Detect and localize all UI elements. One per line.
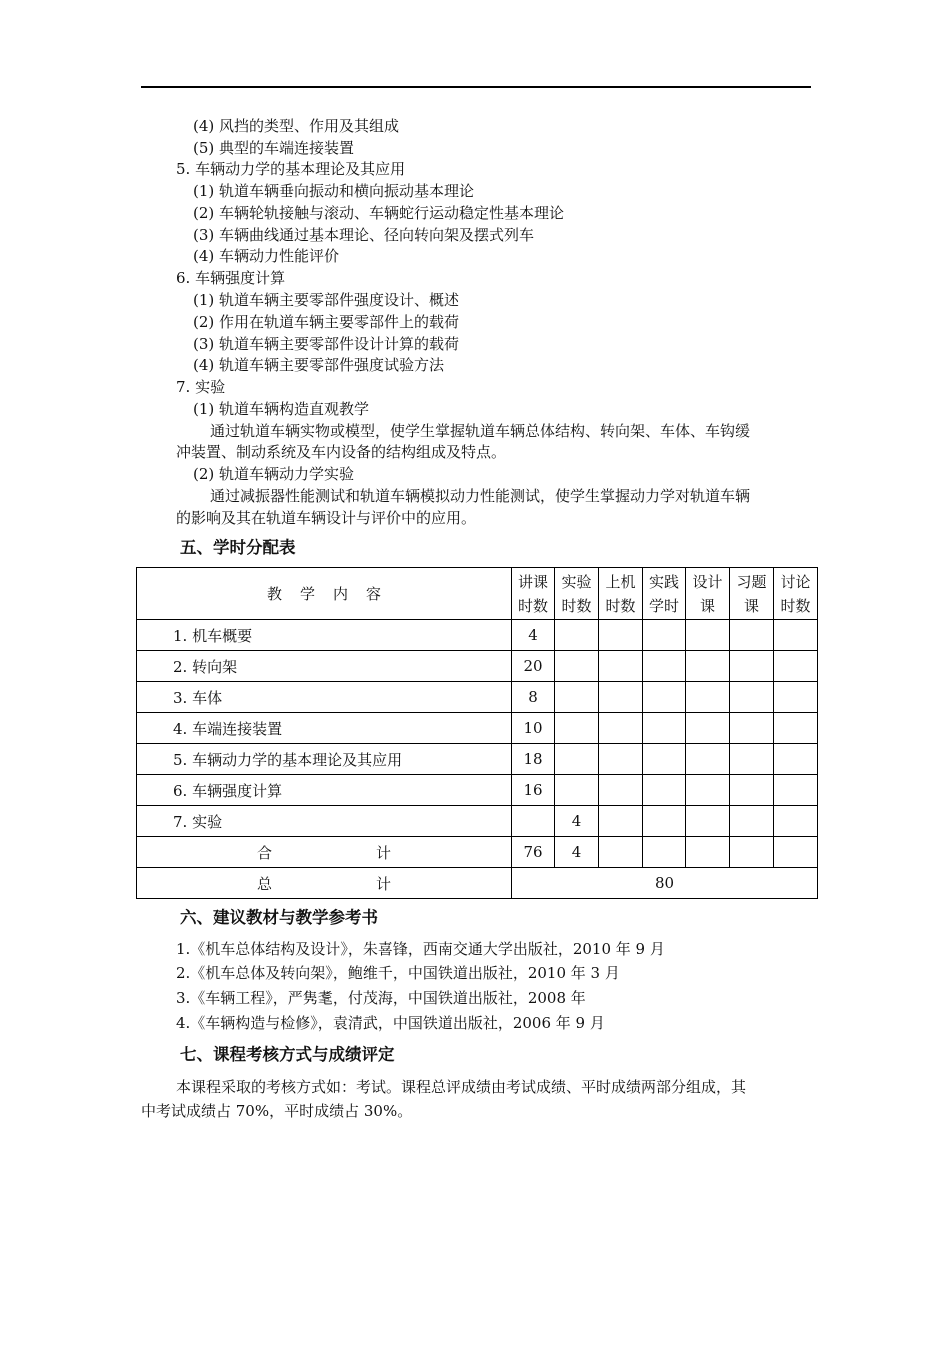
header-col: 上机 时数: [599, 568, 643, 620]
row-content: 4. 车端连接装置: [137, 713, 512, 744]
hours-cell: [730, 713, 774, 744]
reference-item: 4.《车辆构造与检修》，袁清武，中国铁道出版社，2006 年 9 月: [176, 1014, 605, 1032]
hours-cell: [599, 713, 643, 744]
section-heading: 七、课程考核方式与成绩评定: [180, 1045, 395, 1064]
header-col: 讲课 时数: [512, 568, 555, 620]
content-line: 6. 车辆强度计算: [176, 269, 286, 287]
row-content: 7. 实验: [137, 806, 512, 837]
subtotal-label: 合计: [137, 837, 512, 868]
hours-cell: [730, 682, 774, 713]
hours-cell: [686, 620, 730, 651]
content-line: (4) 风挡的类型、作用及其组成: [193, 117, 400, 135]
table-row: [137, 806, 818, 837]
total-label: 总计: [137, 868, 512, 899]
content-line: (3) 轨道车辆主要零部件设计计算的载荷: [193, 335, 460, 353]
header-col: 设计 课: [686, 568, 730, 620]
header-col: 习题 课: [730, 568, 774, 620]
hours-cell: [774, 620, 818, 651]
subtotal-row: [137, 837, 818, 868]
hours-cell: [512, 806, 555, 837]
hours-cell: [730, 620, 774, 651]
hours-cell: [730, 651, 774, 682]
content-line: 通过减振器性能测试和轨道车辆模拟动力性能测试，使学生掌握动力学对轨道车辆: [210, 487, 751, 505]
hours-cell: [599, 806, 643, 837]
hours-cell: [686, 744, 730, 775]
assessment-paragraph: 中考试成绩占 70%，平时成绩占 30%。: [141, 1102, 413, 1120]
hours-cell: [555, 744, 599, 775]
subtotal-cell: [686, 837, 730, 868]
subtotal-cell: [599, 837, 643, 868]
content-line: (1) 轨道车辆垂向振动和横向振动基本理论: [193, 182, 475, 200]
hours-cell: [774, 775, 818, 806]
hours-cell: [774, 682, 818, 713]
table-row: [137, 744, 818, 775]
content-line: 的影响及其在轨道车辆设计与评价中的应用。: [176, 509, 477, 527]
row-content: 5. 车辆动力学的基本理论及其应用: [137, 744, 512, 775]
hours-cell: [555, 713, 599, 744]
subtotal-cell: 4: [555, 837, 599, 868]
hours-table: [136, 567, 818, 899]
hours-cell: [774, 806, 818, 837]
content-line: (1) 轨道车辆主要零部件强度设计、概述: [193, 291, 460, 309]
content-line: (4) 车辆动力性能评价: [193, 247, 340, 265]
hours-cell: [730, 744, 774, 775]
hours-cell: [643, 806, 686, 837]
hours-cell: [774, 651, 818, 682]
header-content: 教 学 内 容: [137, 568, 512, 620]
content-line: (2) 轨道车辆动力学实验: [193, 465, 355, 483]
hours-cell: 16: [512, 775, 555, 806]
header-col: 实验 时数: [555, 568, 599, 620]
table-header-row: [137, 568, 818, 620]
reference-item: 2.《机车总体及转向架》，鲍维千，中国铁道出版社，2010 年 3 月: [176, 964, 620, 982]
hours-cell: 20: [512, 651, 555, 682]
total-row: [137, 868, 818, 899]
content-line: (4) 轨道车辆主要零部件强度试验方法: [193, 356, 445, 374]
content-line: (1) 轨道车辆构造直观教学: [193, 400, 370, 418]
section-heading: 六、建议教材与教学参考书: [180, 908, 378, 927]
content-line: 5. 车辆动力学的基本理论及其应用: [176, 160, 406, 178]
hours-cell: [643, 775, 686, 806]
hours-cell: [686, 806, 730, 837]
subtotal-cell: [643, 837, 686, 868]
hours-cell: 4: [512, 620, 555, 651]
hours-cell: [730, 775, 774, 806]
hours-cell: [686, 682, 730, 713]
hours-cell: [686, 775, 730, 806]
table-row: [137, 651, 818, 682]
hours-cell: [643, 713, 686, 744]
content-line: 冲装置、制动系统及车内设备的结构组成及特点。: [176, 443, 507, 461]
hours-cell: 10: [512, 713, 555, 744]
hours-cell: 4: [555, 806, 599, 837]
content-line: (3) 车辆曲线通过基本理论、径向转向架及摆式列车: [193, 226, 535, 244]
row-content: 6. 车辆强度计算: [137, 775, 512, 806]
content-line: (5) 典型的车端连接装置: [193, 139, 355, 157]
hours-cell: [555, 651, 599, 682]
row-content: 3. 车体: [137, 682, 512, 713]
table-row: [137, 713, 818, 744]
reference-item: 3.《车辆工程》，严隽耄，付茂海，中国铁道出版社，2008 年: [176, 989, 586, 1007]
hours-cell: [599, 775, 643, 806]
content-line: (2) 作用在轨道车辆主要零部件上的载荷: [193, 313, 460, 331]
table-row: [137, 682, 818, 713]
hours-cell: [555, 620, 599, 651]
hours-cell: [599, 651, 643, 682]
assessment-paragraph: 本课程采取的考核方式如：考试。课程总评成绩由考试成绩、平时成绩两部分组成，其: [176, 1078, 747, 1096]
row-content: 1. 机车概要: [137, 620, 512, 651]
hours-cell: [599, 620, 643, 651]
hours-cell: [643, 620, 686, 651]
header-col: 实践 学时: [643, 568, 686, 620]
hours-cell: [686, 713, 730, 744]
subtotal-cell: 76: [512, 837, 555, 868]
hours-cell: [555, 682, 599, 713]
hours-cell: [686, 651, 730, 682]
hours-cell: [774, 713, 818, 744]
hours-cell: 8: [512, 682, 555, 713]
hours-cell: [643, 651, 686, 682]
content-line: 7. 实验: [176, 378, 226, 396]
hours-cell: 18: [512, 744, 555, 775]
hours-cell: [599, 682, 643, 713]
hours-cell: [643, 744, 686, 775]
content-line: 通过轨道车辆实物或模型，使学生掌握轨道车辆总体结构、转向架、车体、车钩缓: [210, 422, 751, 440]
table-row: [137, 620, 818, 651]
hours-cell: [555, 775, 599, 806]
subtotal-cell: [730, 837, 774, 868]
hours-cell: [774, 744, 818, 775]
row-content: 2. 转向架: [137, 651, 512, 682]
hours-cell: [643, 682, 686, 713]
header-col: 讨论 时数: [774, 568, 818, 620]
table-row: [137, 775, 818, 806]
header-rule: [141, 86, 811, 88]
hours-cell: [599, 744, 643, 775]
content-line: (2) 车辆轮轨接触与滚动、车辆蛇行运动稳定性基本理论: [193, 204, 565, 222]
subtotal-cell: [774, 837, 818, 868]
total-value: 80: [512, 868, 818, 899]
hours-cell: [730, 806, 774, 837]
section-heading: 五、学时分配表: [180, 538, 296, 557]
reference-item: 1.《机车总体结构及设计》，朱喜锋，西南交通大学出版社，2010 年 9 月: [176, 940, 665, 958]
